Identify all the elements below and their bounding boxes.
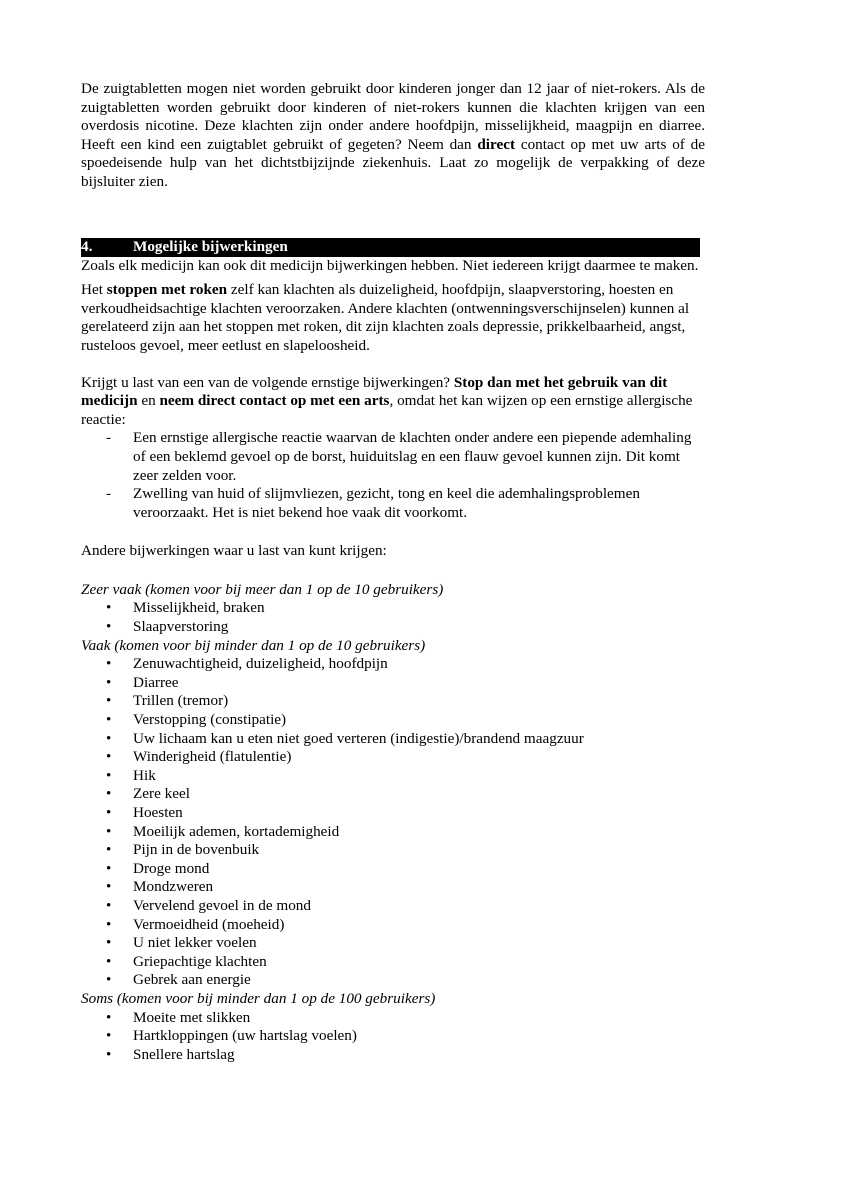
dash-marker: - <box>106 429 112 447</box>
list-item-text: Vervelend gevoel in de mond <box>133 896 311 914</box>
bullet-marker: • <box>106 841 112 859</box>
list-item-text: Misselijkheid, braken <box>133 599 265 617</box>
very-common-list <box>81 599 705 636</box>
list-item-text: Uw lichaam kan u eten niet goed verteren (indigestie)/brandend maagzuur <box>133 729 584 747</box>
list-item-text: Zenuwachtigheid, duizeligheid, hoofdpijn <box>133 655 388 673</box>
list-item-text: Winderigheid (flatulentie) <box>133 748 292 766</box>
frequency-very-common: Zeer vaak (komen voor bij meer dan 1 op de 10 gebruikers) <box>81 580 444 598</box>
list-item-text: Trillen (tremor) <box>133 692 229 710</box>
list-item <box>81 599 705 618</box>
list-item <box>81 618 705 637</box>
serious-text-c: , omdat het kan wijzen op een ernstige allergische reactie: <box>81 392 693 428</box>
frequency-common: Vaak (komen voor bij minder dan 1 op de 10 gebruikers) <box>81 636 426 654</box>
bullet-marker: • <box>106 748 112 766</box>
serious-effects-paragraph <box>81 374 705 430</box>
serious-text-bold-2: neem direct contact op met een arts <box>159 392 390 410</box>
bullet-marker: • <box>106 729 112 747</box>
list-item <box>81 1009 705 1028</box>
list-item <box>81 934 705 953</box>
bullet-marker: • <box>106 1027 112 1045</box>
side-effects-general-paragraph: Zoals elk medicijn kan ook dit medicijn bijwerkingen hebben. Niet iedereen krijgt daarmee te maken. <box>81 256 699 274</box>
section-heading <box>81 238 700 257</box>
list-item-text: Snellere hartslag <box>133 1045 235 1063</box>
list-item-text: Moeite met slikken <box>133 1008 251 1026</box>
bullet-marker: • <box>106 971 112 989</box>
leaflet-page <box>81 80 705 1064</box>
stop-smoking-paragraph <box>81 281 705 355</box>
list-item <box>81 823 705 842</box>
list-item <box>81 730 705 749</box>
bullet-marker: • <box>106 692 112 710</box>
list-item-text: Slaapverstoring <box>133 618 229 636</box>
stop-smoking-text-a: Het <box>81 281 107 299</box>
list-item-text: Droge mond <box>133 859 210 877</box>
list-item <box>81 655 705 674</box>
bullet-marker: • <box>106 859 112 877</box>
bullet-marker: • <box>106 599 112 617</box>
list-item <box>81 692 705 711</box>
list-item <box>81 841 705 860</box>
bullet-marker: • <box>106 618 112 636</box>
list-item-text: Hik <box>133 766 156 784</box>
bullet-marker: • <box>106 673 112 691</box>
list-item-text: Gebrek aan energie <box>133 971 251 989</box>
list-item <box>81 916 705 935</box>
section-title: Mogelijke bijwerkingen <box>133 237 288 255</box>
list-item-text: Hartkloppingen (uw hartslag voelen) <box>133 1027 357 1045</box>
list-item <box>81 953 705 972</box>
bullet-marker: • <box>106 896 112 914</box>
intro-text-a: De zuigtabletten mogen niet worden gebruikt door kinderen jonger dan 12 jaar of niet-rokers. Als de zuigtabletten worden gebruikt door kinderen of niet-rokers kunnen die klachten krijgen van een overdosis nicotine. Deze klachten zijn onder andere hoofdpijn, misselijkheid, maagpijn en diarree. Heeft een kind een zuigtablet gebruikt of gegeten? Neem dan <box>81 80 705 153</box>
bullet-marker: • <box>106 766 112 784</box>
bullet-marker: • <box>106 711 112 729</box>
list-item-text: Moeilijk ademen, kortademigheid <box>133 822 340 840</box>
intro-paragraph <box>81 80 705 192</box>
list-item <box>81 878 705 897</box>
frequency-uncommon: Soms (komen voor bij minder dan 1 op de 100 gebruikers) <box>81 989 436 1007</box>
intro-text-b: contact op met uw arts of de spoedeisende hulp van het dichtstbijzijnde ziekenhuis. Laat zo mogelijk de verpakking of deze bijsluiter zien. <box>81 135 705 190</box>
bullet-marker: • <box>106 804 112 821</box>
serious-item-text: Zwelling van huid of slijmvliezen, gezicht, tong en keel die ademhalingsproblemen veroorzaakt. Het is niet bekend hoe vaak dit voorkomt. <box>133 485 640 521</box>
bullet-marker: • <box>106 1008 112 1026</box>
list-item <box>81 897 705 916</box>
list-item <box>81 1027 705 1046</box>
dash-marker: - <box>106 485 112 503</box>
section-number: 4. <box>81 237 93 255</box>
serious-effects-list <box>81 429 705 522</box>
stop-smoking-text-bold: stoppen met roken <box>106 281 228 299</box>
uncommon-list <box>81 1009 705 1065</box>
list-item-text: Mondzweren <box>133 878 214 896</box>
list-item <box>81 429 705 485</box>
intro-text-bold: direct <box>477 135 516 153</box>
bullet-marker: • <box>106 952 112 970</box>
serious-text-b: en <box>137 392 160 410</box>
common-list <box>81 655 705 990</box>
list-item-text: U niet lekker voelen <box>133 934 257 952</box>
list-item-text: Vermoeidheid (moeheid) <box>133 915 285 933</box>
list-item-text: Verstopping (constipatie) <box>133 711 287 729</box>
bullet-marker: • <box>106 878 112 896</box>
list-item-text: Griepachtige klachten <box>133 952 267 970</box>
list-item <box>81 971 705 990</box>
list-item-text: Diarree <box>133 673 179 691</box>
list-item <box>81 804 705 823</box>
bullet-marker: • <box>106 915 112 933</box>
list-item-text: Zere keel <box>133 785 190 803</box>
stop-smoking-text-b: zelf kan klachten als duizeligheid, hoofdpijn, slaapverstoring, hoesten en verkoudheidsachtige klachten veroorzaken. Andere klachten (ontwenningsverschijnselen) kunnen al gerelateerd zijn aan het stoppen met roken, dit zijn klachten zoals depressie, prikkelbaarheid, angst, rusteloos gevoel, meer eetlust en slapeloosheid. <box>81 281 690 354</box>
serious-text-a: Krijgt u last van een van de volgende ernstige bijwerkingen? <box>81 373 454 391</box>
list-item <box>81 748 705 767</box>
list-item-text: Pijn in de bovenbuik <box>133 841 260 859</box>
bullet-marker: • <box>106 934 112 952</box>
bullet-marker: • <box>106 1045 112 1063</box>
list-item <box>81 1046 705 1065</box>
bullet-marker: • <box>106 785 112 803</box>
serious-item-text: Een ernstige allergische reactie waarvan de klachten onder andere een piepende ademhaling of een beklemd gevoel op de borst, huiduitslag en een flauw gevoel kunnen zijn. Dit komt zeer zelden voor. <box>133 429 692 484</box>
list-item <box>81 674 705 693</box>
bullet-marker: • <box>106 822 112 840</box>
list-item <box>81 767 705 786</box>
other-effects-paragraph: Andere bijwerkingen waar u last van kunt krijgen: <box>81 542 387 560</box>
list-item <box>81 860 705 879</box>
list-item <box>81 785 705 804</box>
serious-text-bold-1: Stop dan met het gebruik van dit medicijn <box>81 373 668 410</box>
list-item-text: Hoesten <box>133 804 183 821</box>
list-item <box>81 485 705 522</box>
bullet-marker: • <box>106 655 112 673</box>
list-item <box>81 711 705 730</box>
